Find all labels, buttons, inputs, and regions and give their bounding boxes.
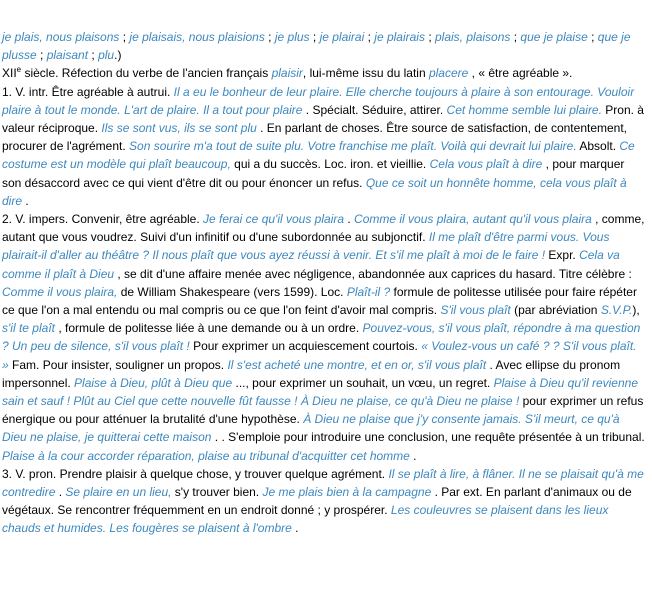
definition-text: , comme, autant que vous voudrez. Suivi d'un infinitif ou d'une subordonnée au subjonctif. <box>2 212 645 245</box>
definition-text: . <box>291 521 299 536</box>
example-phrase: Que ce soit un honnête homme, cela vous plaît à dire <box>2 175 627 208</box>
definition-text: Absolt. <box>576 139 620 154</box>
example-phrase: je plairai <box>319 30 365 44</box>
sense-2-impersonal <box>2 210 646 465</box>
definition-text: formule de politesse utilisée pour faire répéter ce que l'on a mal entendu ou mal compris ou ce que l'on feint d'avoir mal compris. <box>2 284 637 318</box>
definition-text: . <box>22 193 29 208</box>
example-phrase: Il me plaît d'être parmi vous. Vous plairait-il d'aller au théâtre ? Il nous plaît que vous ayez réussi à venir. Et s'il me plaît à moi de le faire ! <box>2 230 610 263</box>
example-phrase: Comme il vous plaira, autant qu'il vous plaira <box>354 212 592 227</box>
example-phrase: Plaise à Dieu qu'il revienne sain et sauf ! Plût au Ciel que cette nouvelle fût fausse ! À Dieu ne plaise, ce qu'à Dieu ne plaise ! <box>2 375 638 409</box>
conjugation-forms <box>2 28 646 64</box>
example-phrase: Plaise à la cour accorder réparation, plaise au tribunal d'acquitter cet homme <box>2 448 410 463</box>
example-phrase: Il se plaît à lire, à flâner. Il ne se plaisait qu'à me contredire <box>2 466 644 500</box>
definition-text: . Spécialt. Séduire, attirer. <box>302 102 447 117</box>
definition-text: ; <box>36 48 47 63</box>
example-phrase: je plais, nous plaisons <box>2 30 120 44</box>
example-phrase: Il s'est acheté une montre, et en or, s'il vous plaît <box>227 357 487 372</box>
example-phrase: plu <box>98 48 115 63</box>
definition-text: Fam. Pour insister, souligner un propos. <box>8 357 228 372</box>
example-phrase: s'il te plaît <box>2 321 55 336</box>
definition-text: ; <box>264 30 275 44</box>
example-phrase: Plaise à Dieu, plût à Dieu que <box>74 375 233 390</box>
definition-text: ; <box>510 30 521 44</box>
definition-text: . <box>409 448 417 463</box>
definition-text: s'y trouver bien. <box>171 485 263 500</box>
definition-text: ..., pour exprimer un souhait, un vœu, un regret. <box>232 375 494 390</box>
definition-text: 1. V. intr. Être agréable à autrui. <box>2 84 174 99</box>
definition-text: , « être agréable ». <box>468 66 573 81</box>
superscript: e <box>16 65 22 75</box>
example-phrase: que je plaise <box>520 30 588 44</box>
definition-text: ; <box>309 30 320 44</box>
definition-text: . . S'emploie pour introduire une conclusion, une requête présentée à un tribunal. <box>211 430 645 445</box>
etymology <box>2 64 646 82</box>
definition-text: Expr. <box>545 248 580 263</box>
example-phrase: S.V.P. <box>600 303 633 318</box>
definition-text: ; <box>587 30 598 44</box>
definition-text: , formule de politesse liée à une demande ou à un ordre. <box>54 321 363 336</box>
definition-text: siècle. Réfection du verbe de l'ancien français <box>21 66 272 81</box>
definition-text: , pour marquer son désaccord avec ce qui vient d'être dit ou pour énoncer un refus. <box>2 157 625 190</box>
definition-text: 2. V. impers. Convenir, être agréable. <box>2 212 203 227</box>
example-phrase: Cela vous plaît à dire <box>429 157 543 172</box>
etymology-link[interactable]: plaisir <box>271 66 303 81</box>
sense-1-intransitive <box>2 83 646 210</box>
example-phrase: Ce costume est un modèle qui plaît beaucoup, <box>2 139 635 172</box>
definition-text: 3. V. pron. Prendre plaisir à quelque chose, y trouver quelque agrément. <box>2 466 389 481</box>
definition-text: de William Shakespeare (vers 1599). Loc. <box>117 284 347 299</box>
definition-text: Pour exprimer un acquiescement courtois. <box>189 339 422 354</box>
definition-text: ; <box>119 30 130 44</box>
definition-text: ; <box>88 48 99 63</box>
example-phrase: Il a eu le bonheur de leur plaire. Elle cherche toujours à plaire à son entourage. Vouloir plaire à tout le monde. L'art de plaire. Il a tout pour plaire <box>2 84 635 117</box>
example-phrase: Cela va comme il plaît à Dieu <box>2 248 620 281</box>
dictionary-entry <box>2 28 646 538</box>
example-phrase: je plaisais, nous plaisions <box>129 30 265 44</box>
example-phrase: À Dieu ne plaise que j'y consente jamais. S'il meurt, ce qu'à Dieu ne plaise, je quitterai cette maison <box>2 412 620 445</box>
definition-text: Pron. à valeur réciproque. <box>2 102 644 136</box>
definition-text: , lui-même issu du latin <box>302 66 429 81</box>
definition-text: qui a du succès. Loc. iron. et vieillie. <box>230 157 430 172</box>
example-phrase: je plairais <box>374 30 425 44</box>
definition-text: . <box>55 485 66 500</box>
example-phrase: Les couleuvres se plaisent dans les lieux chauds et humides. Les fougères se plaisent à l'ombre <box>2 503 609 536</box>
definition-text: . Avec ellipse du pronom impersonnel. <box>2 357 621 390</box>
example-phrase: que je plusse <box>2 30 631 63</box>
example-phrase: Je me plais bien à la campagne <box>262 485 432 500</box>
definition-text: ; <box>424 30 435 44</box>
example-phrase: Cet homme semble lui plaire. <box>446 102 602 117</box>
definition-text: ), <box>632 303 640 318</box>
etymology-link[interactable]: placere <box>428 66 469 81</box>
definition-text: XII <box>2 66 17 81</box>
definition-text: pour exprimer un refus énergique ou pour atténuer la brutalité d'une hypothèse. <box>2 394 644 427</box>
example-phrase: Je ferai ce qu'il vous plaira <box>203 212 345 227</box>
example-phrase: Plaît-il ? <box>346 284 391 299</box>
example-phrase: Son sourire m'a tout de suite plu. Votre franchise me plaît. Voilà qui devrait lui plaire. <box>129 139 577 154</box>
example-phrase: Pouvez-vous, s'il vous plaît, répondre à ma question ? Un peu de silence, s'il vous plaît ! <box>2 321 641 354</box>
definition-text: (par abréviation <box>510 303 601 318</box>
example-phrase: je plus <box>274 30 310 44</box>
definition-text: .) <box>114 48 122 63</box>
sense-3-pronominal <box>2 465 646 538</box>
example-phrase: Se plaire en un lieu, <box>65 485 172 500</box>
definition-text: ; <box>364 30 375 44</box>
example-phrase: « Voulez-vous un café ? ? S'il vous plaît. » <box>2 339 637 372</box>
definition-text: . En parlant de choses. Être source de satisfaction, de contentement, procurer de l'agrément. <box>2 121 628 154</box>
definition-text: . Par ext. En parlant d'animaux ou de végétaux. Se rencontrer fréquemment en un endroit donné ; y prospérer. <box>2 485 632 518</box>
definition-text: . <box>344 212 355 227</box>
example-phrase: plais, plaisons <box>435 30 511 44</box>
example-phrase: Ils se sont vus, ils se sont plu <box>101 121 257 136</box>
example-phrase: plaisant <box>46 48 89 63</box>
definition-text: , se dit d'une affaire menée avec négligence, abandonnée aux caprices du hasard. Titre célèbre : <box>114 266 632 281</box>
example-phrase: S'il vous plaît <box>440 303 511 318</box>
example-phrase: Comme il vous plaira, <box>2 284 118 299</box>
